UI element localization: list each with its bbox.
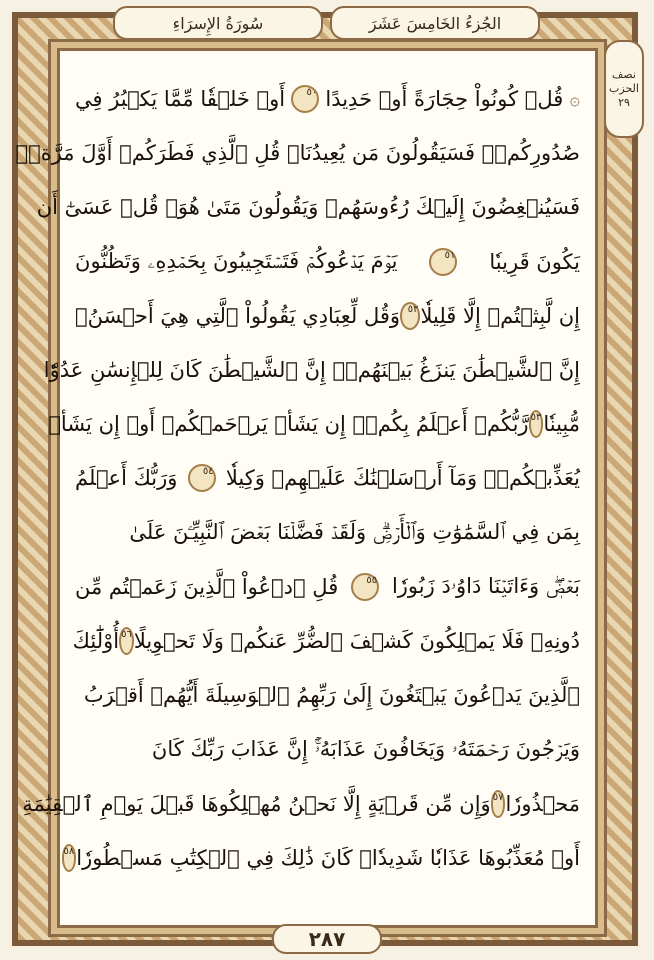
verse-text: يَوۡمَ يَدۡعُوكُمۡ فَتَسۡتَجِيبُونَ بِحَمۡدِهِۦ وَتَظُنُّونَ <box>75 249 398 274</box>
verse-text: أَوۡ خَلۡقٗا مِّمَّا يَكۡبُرُ فِي <box>75 87 286 112</box>
verse-text: ٱلَّذِينَ يَدۡعُونَ يَبۡتَغُونَ إِلَىٰ رَبِّهِمُ ٱلۡوَسِيلَةَ أَيُّهُمۡ أَقۡرَبُ <box>83 683 580 708</box>
verse-text: صُدُورِكُمۡۚ فَسَيَقُولُونَ مَن يُعِيدُنَاۖ قُلِ ٱلَّذِي فَطَرَكُمۡ أَوَّلَ مَرَّةٖۚ <box>15 141 580 166</box>
page-number-box <box>272 924 382 954</box>
verse-text-block <box>15 72 580 885</box>
verse-text: قُلِ ٱدۡعُواْ ٱلَّذِينَ زَعَمۡتُم مِّن <box>75 574 339 599</box>
hizb-marker <box>604 40 644 138</box>
verse-line <box>75 235 580 289</box>
verse-line <box>72 614 580 668</box>
surah-name: سُورَةُ الإِسرَاءِ <box>172 13 264 33</box>
hizb-marker-line2: الحزب <box>609 82 639 95</box>
verse-text: قُلۡ كُونُواْ حِجَارَةً أَوۡ حَدِيدًا <box>325 87 564 112</box>
verse-line <box>15 126 580 180</box>
verse-text: أَوۡ مُعَذِّبُوهَا عَذَابٗا شَدِيدٗاۚ كَانَ ذَٰلِكَ فِي ٱلۡكِتَٰبِ مَسۡطُورٗا <box>76 845 580 870</box>
verse-text: فَسَيُنۡغِضُونَ إِلَيۡكَ رُءُوسَهُمۡ وَيَقُولُونَ مَتَىٰ هُوَۖ قُلۡ عَسَىٰٓ أَن <box>36 195 580 220</box>
verse-line <box>36 180 580 234</box>
verse-line <box>22 776 580 830</box>
verse-line <box>63 831 580 885</box>
verse-line <box>43 343 580 397</box>
verse-line <box>75 506 580 560</box>
verse-number-marker: ٥٨ <box>62 844 77 872</box>
verse-number-marker: ٥٤ <box>188 464 216 492</box>
hizb-marker-line1: نصف <box>612 68 636 81</box>
juz-name-box <box>330 6 540 40</box>
rub-el-hizb-icon: ۞ <box>569 88 580 110</box>
verse-text: مُّبِينٗا <box>543 412 580 437</box>
verse-number-marker: ٥١ <box>429 248 457 276</box>
verse-text: رَّبُّكُمۡ أَعۡلَمُ بِكُمۡۖ إِن يَشَأۡ يَرۡحَمۡكُمۡ أَوۡ إِن يَشَأۡ <box>48 412 529 437</box>
juz-name: الجُزءُ الخَامِسَ عَشَرَ <box>368 13 502 33</box>
verse-line <box>75 560 580 614</box>
surah-name-box <box>113 6 323 40</box>
page-number: ٢٨٧ <box>308 927 346 951</box>
verse-text: أُوْلَٰٓئِكَ <box>72 628 120 653</box>
verse-number-marker: ٥٣ <box>529 410 544 438</box>
verse-text: وَقُل لِّعِبَادِي يَقُولُواْ ٱلَّتِي هِيَ أَحۡسَنُۚ <box>75 303 401 328</box>
verse-text: وَيَرۡجُونَ رَحۡمَتَهُۥ وَيَخَافُونَ عَذَابَهُۥٓۚ إِنَّ عَذَابَ رَبِّكَ كَانَ <box>151 736 580 761</box>
verse-text: بِمَن فِي ٱلسَّمَٰوَٰتِ وَٱلۡأَرۡضِۗ وَلَقَدۡ فَضَّلۡنَا بَعۡضَ ٱلنَّبِيِّـۧنَ عَلَىٰ <box>129 520 580 545</box>
verse-text: وَإِن مِّن قَرۡيَةٍ إِلَّا نَحۡنُ مُهۡلِكُوهَا قَبۡلَ يَوۡمِ ٱلۡقِيَٰمَةِ <box>22 791 491 816</box>
verse-line <box>75 72 580 126</box>
hizb-marker-line3: ٢٩ <box>618 96 630 109</box>
verse-number-marker: ٥٦ <box>119 627 134 655</box>
verse-number-marker: ٥٧ <box>491 790 506 818</box>
verse-text: يُعَذِّبۡكُمۡۚ وَمَآ أَرۡسَلۡنَٰكَ عَلَيۡهِمۡ وَكِيلٗا <box>225 466 580 491</box>
verse-text: دُونِهِۦ فَلَا يَمۡلِكُونَ كَشۡفَ ٱلضُّرِّ عَنكُمۡ وَلَا تَحۡوِيلًا <box>133 628 580 653</box>
verse-line <box>48 397 580 451</box>
verse-text: إِنَّ ٱلشَّيۡطَٰنَ يَنزَغُ بَيۡنَهُمۡۚ إِنَّ ٱلشَّيۡطَٰنَ كَانَ لِلۡإِنسَٰنِ عَدُوّٗا <box>43 358 580 383</box>
verse-line <box>75 668 580 722</box>
verse-number-marker: ٥٢ <box>400 302 420 330</box>
verse-number-marker: ٥٥ <box>351 573 379 601</box>
verse-line <box>75 289 580 343</box>
verse-text: إِن لَّبِثۡتُمۡ إِلَّا قَلِيلٗا <box>420 303 580 328</box>
verse-line <box>75 722 580 776</box>
verse-number-marker: ٥٠ <box>291 85 319 113</box>
verse-text: يَكُونَ قَرِيبٗا <box>489 249 580 274</box>
verse-line <box>75 451 580 505</box>
verse-text: مَحۡذُورٗا <box>505 791 580 816</box>
verse-text: وَرَبُّكَ أَعۡلَمُ <box>75 466 178 491</box>
verse-text: بَعۡضٖۖ وَءَاتَيۡنَا دَاوُۥدَ زَبُورٗا <box>391 574 580 599</box>
